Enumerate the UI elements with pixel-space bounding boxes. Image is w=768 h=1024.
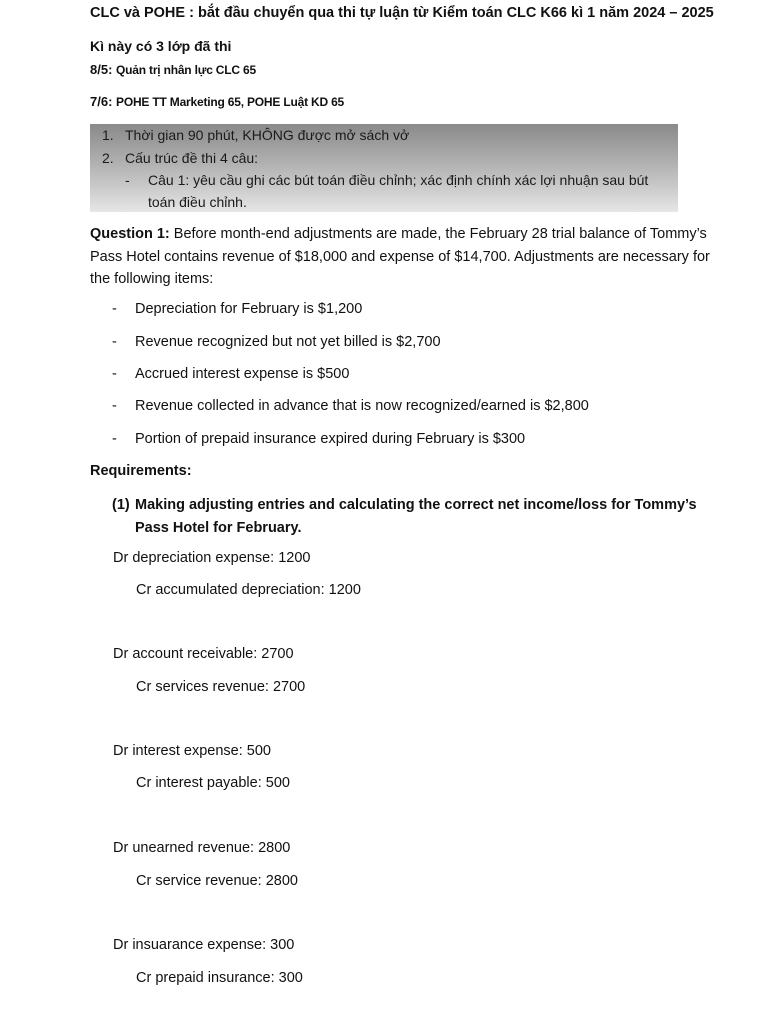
exam-info-num: 1.: [102, 127, 114, 143]
requirements-heading: Requirements:: [90, 463, 192, 479]
adjustment-text: Accrued interest expense is $500: [135, 366, 350, 382]
adjustment-text: Revenue recognized but not yet billed is $2,700: [135, 334, 441, 350]
exam-date-line-2: [90, 94, 344, 109]
journal-entry-debit: Dr interest expense: 500: [113, 743, 271, 759]
exam-info-num: 2.: [102, 150, 114, 166]
exam-class-1: Quản trị nhân lực CLC 65: [116, 63, 256, 77]
exam-date-2: 7/6:: [90, 94, 113, 109]
journal-entry-credit: Cr services revenue: 2700: [136, 679, 306, 695]
exam-date-line-1: [90, 62, 256, 77]
exam-info-text: Cấu trúc đề thi 4 câu:: [125, 150, 259, 166]
adjustment-text: Depreciation for February is $1,200: [135, 301, 363, 317]
journal-entry-credit: Cr accumulated depreciation: 1200: [136, 582, 361, 598]
exam-info-text: Thời gian 90 phút, KHÔNG được mở sách vở: [125, 127, 410, 143]
document-page: CLC và POHE : bắt đầu chuyển qua thi tự luận từ Kiểm toán CLC K66 kì 1 năm 2024 – 2025 Kì này có 3 lớp đã thi 8/5: Quản trị nhân lực CLC 65 7/6: POHE TT Marketing 65, POHE Luật KD 65 1. Thời gian 90 phút, KHÔNG được mở sách vở 2. Cấu trúc đề thi 4 câu: - Câu 1: yêu cầu ghi các bút toán điều chỉnh; xác định chính xác lợi nhuận sau bút toán điều chỉnh. Question 1: Before month-end adjustments are made, the February 28 trial balance of Tommy’s Pass Hotel contains revenue of $18,000 and expense of $14,700. Adjustments are necessary for the following items: - Depreciation for February is $1,200 - Revenue recognized but not yet billed is $2,700 - Accrued interest expense is $500 - Revenue collected in advance that is now recognized/earned is $2,800 - Portion of prepaid insurance expired during February is $300 Requirements: (1) Making adjusting entries and calculating the correct net income/loss for Tommy’s Pass Hotel for February. Dr depreciation expense: 1200 Cr accumulated depreciation: 1200 Dr account receivable: 2700 Cr services revenue: 2700 Dr interest expense: 500 Cr interest payable: 500 Dr unearned revenue: 2800 Cr service revenue: 2800 Dr insuarance expense: 300 Cr prepaid insurance: 300: [0, 0, 768, 1024]
adjustment-text: Revenue collected in advance that is now recognized/earned is $2,800: [135, 398, 589, 414]
requirement-text: Making adjusting entries and calculating the correct net income/loss for Tommy’s Pass Hotel for February.: [135, 497, 697, 536]
journal-entry-debit: Dr account receivable: 2700: [113, 646, 294, 662]
exam-info-subitem-dash: -: [125, 172, 130, 188]
exam-info-box: [90, 124, 678, 212]
question-paragraph: [90, 223, 730, 291]
question-text: Before month-end adjustments are made, the February 28 trial balance of Tommy’s Pass Hotel contains revenue of $18,000 and expense of $14,700. Adjustments are necessary for the following items:: [90, 226, 710, 287]
document-title: CLC và POHE : bắt đầu chuyển qua thi tự luận từ Kiểm toán CLC K66 kì 1 năm 2024 – 2025: [90, 5, 714, 21]
exam-info-subitem-line: toán điều chỉnh.: [148, 194, 247, 210]
requirement-number: (1): [112, 497, 130, 513]
journal-entry-credit: Cr prepaid insurance: 300: [136, 970, 303, 986]
exam-class-2: POHE TT Marketing 65, POHE Luật KD 65: [116, 95, 345, 109]
question-label: Question 1:: [90, 226, 170, 242]
adjustment-text: Portion of prepaid insurance expired during February is $300: [135, 431, 526, 447]
journal-entry-debit: Dr depreciation expense: 1200: [113, 550, 311, 566]
journal-entry-debit: Dr insuarance expense: 300: [113, 937, 295, 953]
requirement-item: [112, 494, 732, 540]
exam-date-1: 8/5:: [90, 62, 113, 77]
journal-entry-credit: Cr interest payable: 500: [136, 775, 290, 791]
journal-entry-credit: Cr service revenue: 2800: [136, 873, 298, 889]
intro-line: Kì này có 3 lớp đã thi: [90, 38, 232, 54]
journal-entry-debit: Dr unearned revenue: 2800: [113, 840, 291, 856]
exam-info-subitem-line: Câu 1: yêu cầu ghi các bút toán điều chỉnh; xác định chính xác lợi nhuận sau bút: [148, 172, 649, 188]
